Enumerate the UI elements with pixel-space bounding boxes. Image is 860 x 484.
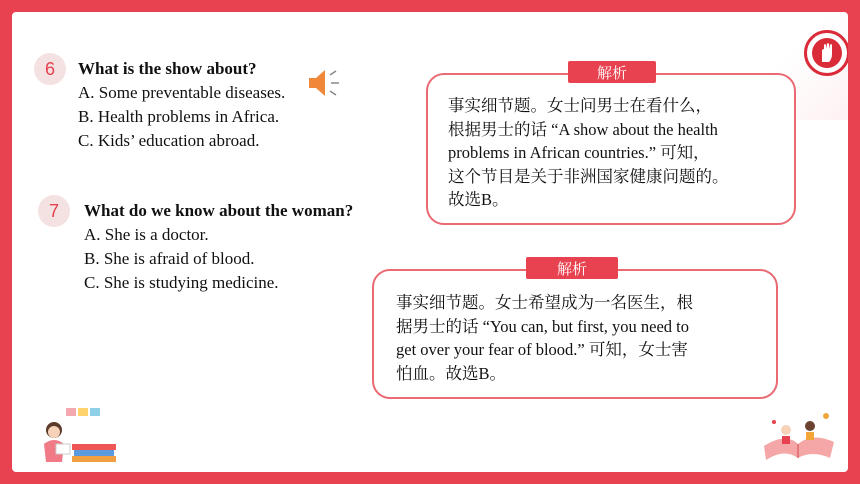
question-6-title: What is the show about? bbox=[78, 59, 257, 78]
analysis-tab-q7: 解析 bbox=[526, 257, 618, 279]
speaker-icon[interactable] bbox=[306, 67, 342, 99]
question-6-option-c: C. Kids’ education abroad. bbox=[78, 131, 260, 150]
reading-girl-illustration bbox=[32, 404, 122, 466]
slide bbox=[12, 12, 848, 472]
question-7-option-c: C. She is studying medicine. bbox=[84, 273, 279, 292]
question-number-badge: 6 bbox=[34, 53, 66, 85]
school-logo-icon bbox=[804, 30, 848, 76]
flying-book-illustration bbox=[756, 406, 840, 466]
question-7-option-a: A. She is a doctor. bbox=[84, 225, 209, 244]
question-number-badge: 7 bbox=[38, 195, 70, 227]
question-7-option-b: B. She is afraid of blood. bbox=[84, 249, 255, 268]
question-6-option-b: B. Health problems in Africa. bbox=[78, 107, 280, 126]
analysis-text-q6: 事实细节题。女士问男士在看什么， 根据男士的话 “A show about the health problems in African countries.” 可知， 这个节目是关于非洲国家健康问题的。 故选B。 bbox=[448, 96, 729, 209]
analysis-text-q7: 事实细节题。女士希望成为一名医生，根 据男士的话 “You can, but first, you need to get over your fear of blood.” 可知，女士害 怕血。故选B。 bbox=[396, 293, 693, 383]
question-7-title: What do we know about the woman? bbox=[84, 201, 354, 220]
analysis-tab-q6: 解析 bbox=[568, 61, 656, 83]
question-6-option-a: A. Some preventable diseases. bbox=[78, 83, 286, 102]
